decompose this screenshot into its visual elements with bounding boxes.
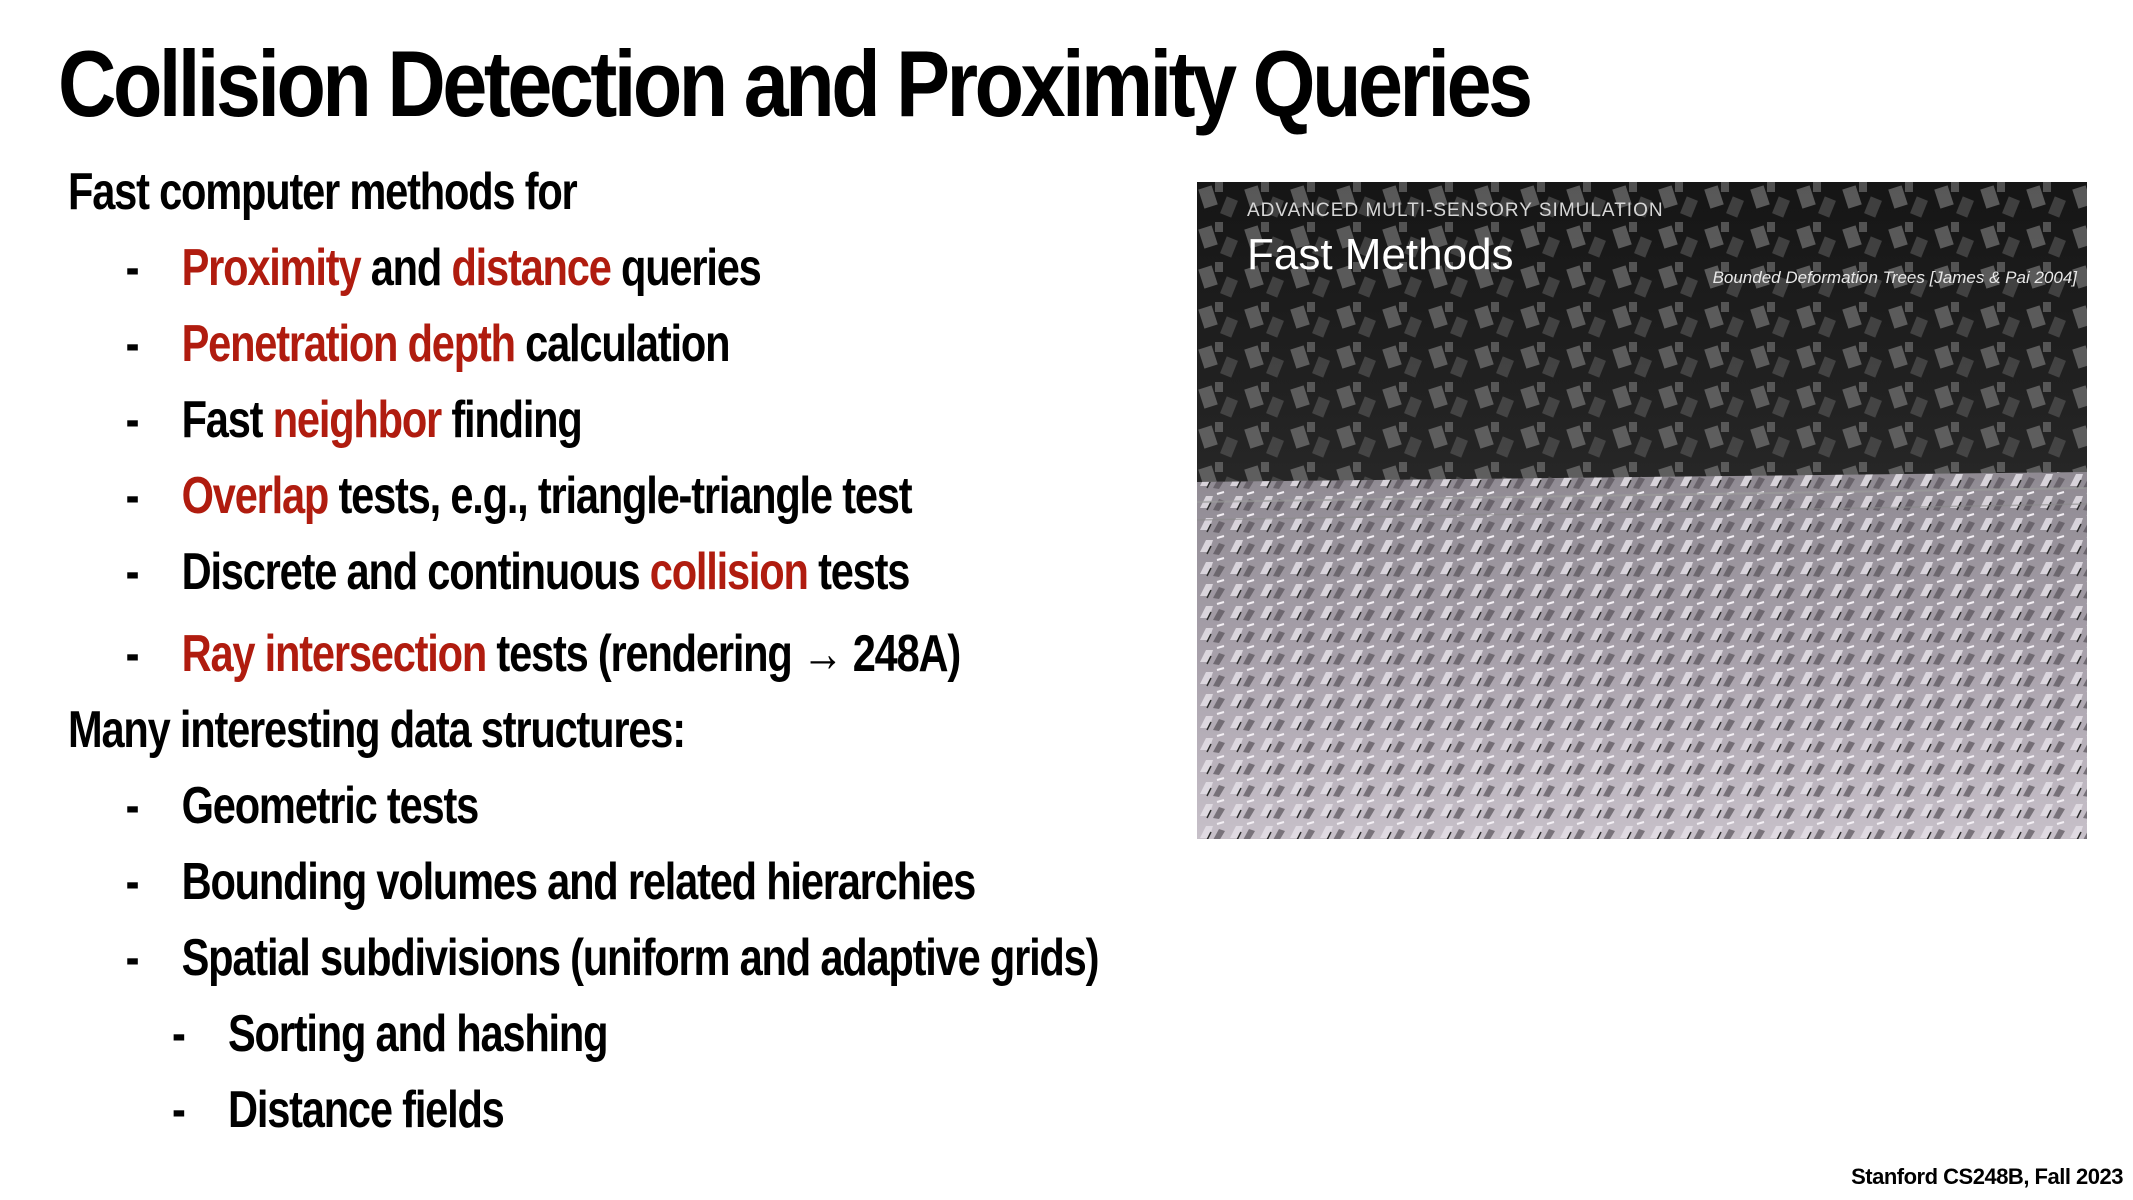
- bullet-text: and: [360, 239, 452, 297]
- bullet-text: tests: [807, 543, 910, 601]
- subbullet-sorting-hashing: [172, 1002, 607, 1066]
- bullet-text: tests, e.g., triangle-triangle test: [328, 467, 912, 525]
- bullet-neighbor: [126, 388, 582, 452]
- bullet-dash: -: [172, 1005, 185, 1063]
- bullet-penetration: [126, 312, 730, 376]
- bullet-text: Sorting and hashing: [228, 1005, 608, 1063]
- slide-title: Collision Detection and Proximity Queries: [58, 31, 1530, 136]
- bullet-dash: -: [125, 239, 139, 297]
- bullet-dash: -: [125, 929, 139, 987]
- bullet-text: Geometric tests: [181, 777, 479, 835]
- intro-data-structures: Many interesting data structures:: [68, 701, 685, 759]
- figure-citation: Bounded Deformation Trees [James & Pai 2004]: [1712, 268, 2077, 287]
- bullet-dash: -: [125, 853, 139, 911]
- bullet-collision: [126, 540, 910, 604]
- bullet-proximity: [126, 236, 761, 300]
- bullet-spatial-subdivisions: [126, 926, 1099, 990]
- bullet-dash: -: [125, 625, 139, 683]
- bullet-text: Spatial subdivisions (uniform and adaptive grids): [181, 929, 1099, 987]
- highlight-proximity: Proximity: [181, 239, 361, 297]
- intro-fast-methods: Fast computer methods for: [68, 163, 577, 221]
- bullet-dash: -: [125, 543, 139, 601]
- bullet-text: Fast: [181, 391, 273, 449]
- highlight-ray-intersection: Ray intersection: [181, 625, 487, 683]
- bullet-dash: -: [125, 467, 139, 525]
- bullet-dash: -: [172, 1081, 185, 1139]
- bullet-text: tests (rendering → 248A): [486, 625, 961, 683]
- bullet-text: queries: [610, 239, 761, 297]
- highlight-distance: distance: [451, 239, 611, 297]
- bullet-geometric-tests: [126, 774, 478, 838]
- figure-subtitle: ADVANCED MULTI-SENSORY SIMULATION: [1247, 200, 1664, 221]
- bullet-bounding-volumes: [126, 850, 975, 914]
- bullet-text: calculation: [514, 315, 730, 373]
- bullet-text: finding: [441, 391, 582, 449]
- simulation-figure: [1197, 182, 2087, 839]
- highlight-collision: collision: [649, 543, 808, 601]
- highlight-penetration-depth: Penetration depth: [181, 315, 515, 373]
- bullet-dash: -: [125, 777, 139, 835]
- figure-title: Fast Methods: [1247, 230, 1514, 279]
- bullet-dash: -: [125, 315, 139, 373]
- bullet-dash: -: [125, 391, 139, 449]
- bullet-text: Bounding volumes and related hierarchies: [181, 853, 976, 911]
- bullet-overlap: [126, 464, 912, 528]
- bullet-ray-intersection: [126, 622, 960, 686]
- bullet-text: Discrete and continuous: [181, 543, 650, 601]
- subbullet-distance-fields: [172, 1078, 504, 1142]
- bullet-text: Distance fields: [228, 1081, 504, 1139]
- highlight-overlap: Overlap: [181, 467, 329, 525]
- footer-course-label: Stanford CS248B, Fall 2023: [1851, 1164, 2123, 1189]
- highlight-neighbor: neighbor: [272, 391, 442, 449]
